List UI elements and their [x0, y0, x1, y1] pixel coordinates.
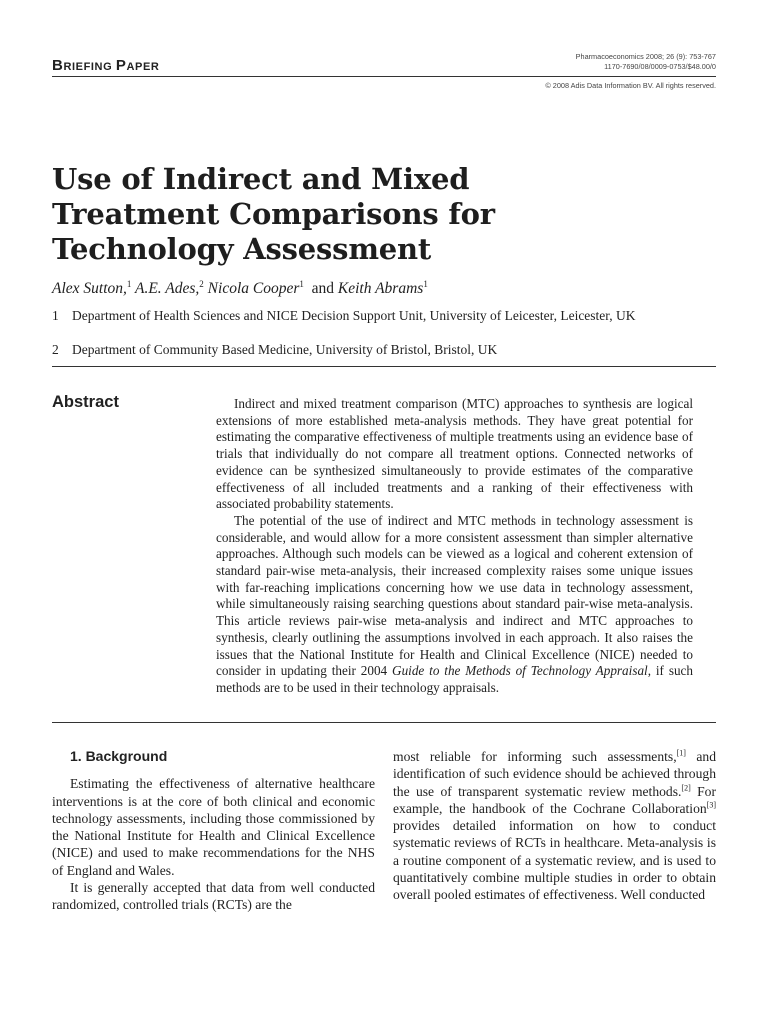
briefing-paper-label: BRIEFING PAPER — [52, 57, 160, 74]
author-name: Nicola Cooper — [203, 280, 300, 297]
left-column — [52, 748, 375, 914]
author-name: A.E. Ades, — [131, 280, 200, 297]
body-paragraph: most reliable for informing such assessments,[1] and identification of such evidence should be achieved through the use of transparent systematic review methods.[2] For example, the handbook of the Cochrane Collaboration[3] provides detailed information on how to conduct systematic reviews of RCTs in healthcare. Meta-analysis is a routine component of a systematic review, and is used to quantitatively combine multiple studies in order to obtain overall pooled estimates of effectiveness. Well conducted — [393, 748, 716, 903]
abstract-bottom-rule — [52, 722, 716, 723]
affiliation-marker: 1 — [126, 278, 132, 289]
affiliation-text: Department of Health Sciences and NICE Decision Support Unit, University of Leicester, Leicester, UK — [72, 308, 636, 323]
body-paragraph: Estimating the effectiveness of alternative healthcare interventions is at the core of both clinical and economic technology assessments, including those commissioned by the National Institute for Health and Clinical Excellence (NICE) and used to make recommendations for the NHS of England and Wales. — [52, 776, 375, 878]
journal-issn-line: 1170-7690/08/0009-0753/$48.00/0 — [604, 62, 716, 71]
copyright-notice: © 2008 Adis Data Information BV. All rights reserved. — [545, 81, 716, 90]
author-name: Alex Sutton, — [52, 280, 127, 297]
affiliation-marker: 2 — [199, 278, 204, 289]
author-list — [52, 280, 428, 298]
title-line: Use of Indirect and Mixed — [52, 162, 470, 196]
body-paragraph: It is generally accepted that data from well conducted randomized, controlled trials (RCTs) are the — [52, 880, 375, 913]
journal-citation — [576, 52, 716, 72]
abstract-paragraph: The potential of the use of indirect and MTC methods in technology assessment is considerable, and would allow for a more consistent assessment than simpler alternative approaches. Although such models can be viewed as a logical and coherent extension of standard pair-wise meta-analysis, their increased complexity raises some unique issues with far-reaching implications concerning how we use data in technology assessment, while simultaneously raising searching questions about standard pair-wise meta-analysis. This article reviews pair-wise meta-analysis and indirect and MTC approaches to synthesis, clearly outlining the assumptions involved in each approach. It also raises the issues that the National Institute for Health and Clinical Excellence (NICE) needed to consider in updating their 2004 Guide to the Methods of Technology Appraisal, if such methods are to be used in their technology appraisals. — [216, 512, 694, 695]
affiliation-1 — [52, 307, 692, 324]
affiliation-number: 2 — [52, 342, 59, 357]
section-heading: 1. Background — [70, 748, 168, 764]
abstract-body — [216, 396, 693, 697]
guide-title: Guide to the Methods of Technology Appraisal — [392, 663, 648, 679]
affiliation-marker: 1 — [423, 278, 428, 289]
affiliation-number: 1 — [52, 308, 59, 323]
right-column — [393, 748, 716, 904]
journal-citation-line: Pharmacoeconomics 2008; 26 (9): 753-767 — [575, 52, 716, 61]
abstract-paragraph: Indirect and mixed treatment comparison (MTC) approaches to synthesis are logical extensions of more established meta-analysis methods. They have great potential for estimating the comparative effectiveness of multiple treatments using an evidence base of trials that individually do not compare all treatment options. Connected networks of evidence can be synthesized simultaneously to provide estimates of the comparative effectiveness of all included treatments and a ranking of their effectiveness with associated probability statements. — [216, 396, 693, 512]
header-rule — [52, 76, 716, 77]
title-line: Treatment Comparisons for — [52, 197, 495, 231]
affiliation-marker: 1 — [299, 278, 304, 289]
author-name: Keith Abrams — [337, 280, 424, 297]
affiliation-2 — [52, 341, 692, 358]
reference-link[interactable]: [3] — [706, 800, 716, 810]
affiliation-text: Department of Community Based Medicine, University of Bristol, Bristol, UK — [72, 342, 498, 357]
abstract-heading: Abstract — [52, 393, 119, 411]
reference-link[interactable]: [1] — [676, 748, 686, 758]
article-title — [52, 162, 652, 267]
title-line: Technology Assessment — [52, 232, 432, 266]
abstract-top-rule — [52, 366, 716, 367]
author-conjunction: and — [303, 280, 338, 297]
reference-link[interactable]: [2] — [681, 783, 691, 793]
